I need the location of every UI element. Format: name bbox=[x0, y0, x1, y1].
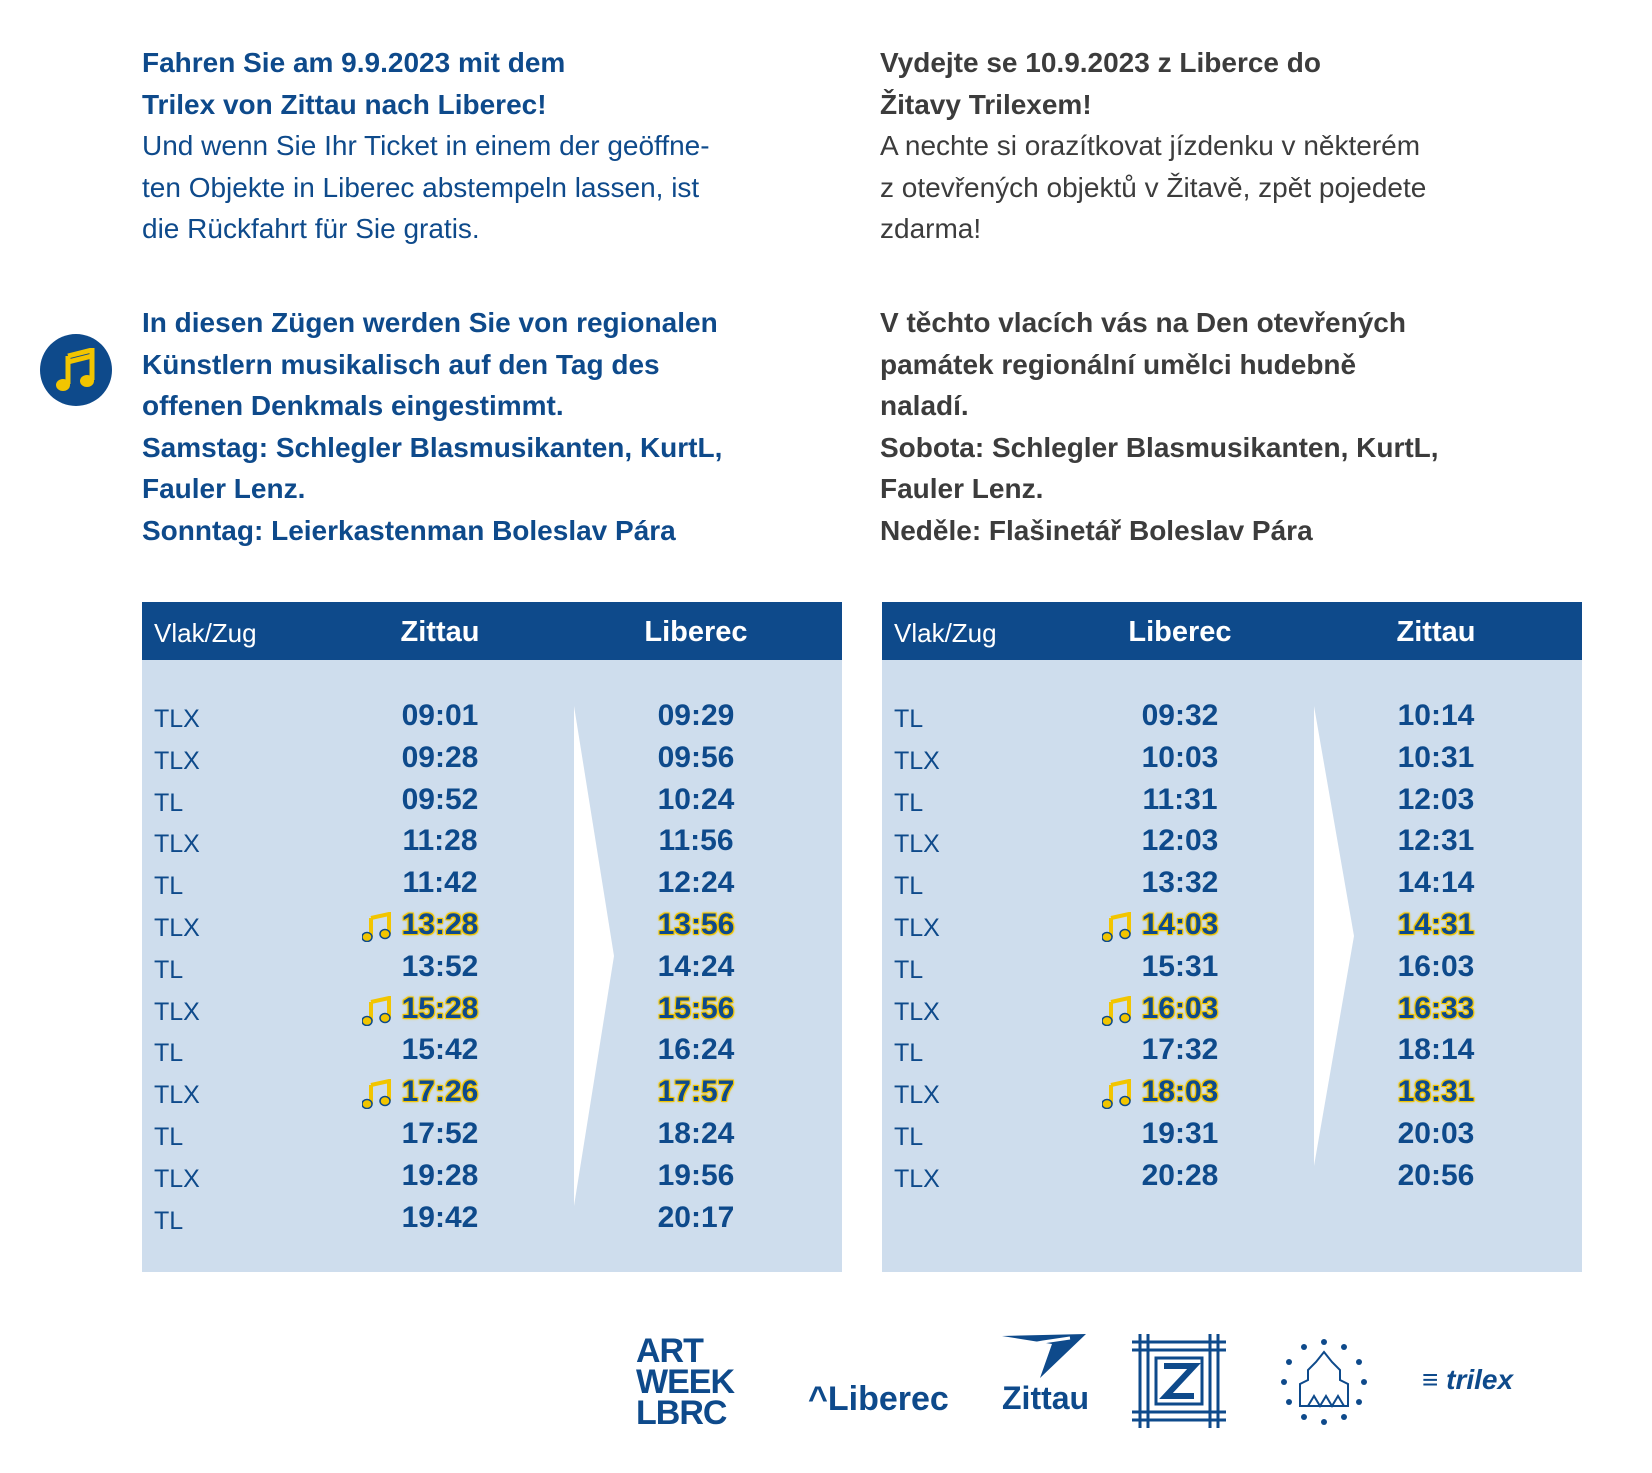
train-type: TLX bbox=[894, 997, 940, 1026]
cz-music bbox=[880, 302, 1560, 551]
de-music-line2: Künstlern musikalisch auf den Tag des bbox=[142, 348, 660, 380]
liberec-logo: ^Liberec bbox=[808, 1380, 949, 1418]
departure-time: 19:42 bbox=[401, 1200, 479, 1234]
timetable-header bbox=[142, 602, 842, 660]
artweek-line3: LBRC bbox=[636, 1394, 727, 1432]
arrival-time: 20:17 bbox=[657, 1200, 735, 1234]
departure-time: 18:03 bbox=[1141, 1075, 1219, 1109]
header-to: Zittau bbox=[1396, 616, 1476, 648]
train-type: TL bbox=[154, 1206, 184, 1235]
heritage-stars-icon bbox=[1278, 1336, 1370, 1428]
table-row bbox=[142, 822, 842, 864]
arrival-time: 14:24 bbox=[657, 949, 735, 983]
arrival-time: 20:56 bbox=[1397, 1158, 1475, 1192]
timetable-liberec-zittau bbox=[882, 602, 1582, 1272]
table-row bbox=[142, 948, 842, 990]
table-row bbox=[882, 990, 1582, 1032]
trilex-logo: ≡ trilex bbox=[1422, 1364, 1514, 1395]
departure-time: 13:52 bbox=[401, 949, 479, 983]
departure-time: 12:03 bbox=[1141, 824, 1219, 858]
header-to: Liberec bbox=[644, 616, 748, 648]
artweek-line2: WEEK bbox=[636, 1363, 734, 1401]
table-row bbox=[882, 948, 1582, 990]
de-intro-line1: Fahren Sie am 9.9.2023 mit dem bbox=[142, 47, 566, 78]
cz-music-line1: V těchto vlacích vás na Den otevřených bbox=[880, 307, 1406, 338]
departure-time: 11:28 bbox=[402, 824, 478, 858]
table-row bbox=[882, 864, 1582, 906]
cz-intro bbox=[880, 42, 1560, 250]
table-row bbox=[882, 697, 1582, 739]
table-row bbox=[142, 1199, 842, 1241]
table-row bbox=[142, 1157, 842, 1199]
de-music bbox=[142, 302, 822, 551]
table-row bbox=[142, 739, 842, 781]
arrival-time: 11:56 bbox=[658, 824, 734, 858]
header-train: Vlak/Zug bbox=[894, 618, 997, 648]
de-intro bbox=[142, 42, 822, 250]
arrival-time: 10:14 bbox=[1397, 699, 1475, 732]
departure-time: 16:03 bbox=[1141, 991, 1219, 1025]
zittau-logo bbox=[1000, 1330, 1090, 1416]
train-type: TL bbox=[894, 872, 924, 901]
arrival-time: 18:31 bbox=[1397, 1075, 1475, 1109]
music-note-icon bbox=[56, 348, 96, 392]
departure-time: 13:28 bbox=[401, 907, 479, 941]
departure-time: 09:32 bbox=[1141, 699, 1219, 732]
arrival-time: 13:56 bbox=[657, 907, 735, 941]
header-from: Liberec bbox=[1128, 616, 1232, 648]
table-row bbox=[882, 1115, 1582, 1157]
partner-logos bbox=[0, 1330, 1652, 1440]
train-type: TLX bbox=[894, 830, 940, 859]
arrival-time: 10:24 bbox=[657, 782, 735, 816]
music-badge bbox=[40, 334, 112, 406]
cz-music-line2: památek regionální umělci hudebně bbox=[880, 348, 1357, 380]
table-row bbox=[142, 1115, 842, 1157]
cz-music-line4: Sobota: Schlegler Blasmusikanten, KurtL, bbox=[880, 431, 1439, 463]
table-row bbox=[142, 990, 842, 1032]
timetable-rows bbox=[882, 697, 1582, 1199]
departure-time: 10:03 bbox=[1141, 740, 1219, 774]
train-type: TL bbox=[154, 955, 184, 984]
arrival-time: 12:24 bbox=[657, 866, 735, 900]
table-row bbox=[142, 781, 842, 823]
arrival-time: 20:03 bbox=[1397, 1116, 1475, 1150]
z-grid-logo bbox=[1132, 1334, 1226, 1433]
de-intro-line3: Und wenn Sie Ihr Ticket in einem der geöffne- bbox=[142, 130, 710, 161]
table-row bbox=[142, 1031, 842, 1073]
train-type: TL bbox=[894, 1122, 924, 1151]
arrival-time: 09:56 bbox=[657, 740, 735, 774]
artweek-line1: ART bbox=[636, 1332, 703, 1370]
cz-music-line5: Fauler Lenz. bbox=[880, 473, 1044, 504]
zittau-logo-text: Zittau bbox=[1002, 1380, 1090, 1416]
de-music-line6: Sonntag: Leierkastenman Boleslav Pára bbox=[142, 514, 676, 546]
arrival-time: 15:56 bbox=[657, 991, 735, 1025]
de-music-line3: offenen Denkmals eingestimmt. bbox=[142, 390, 564, 421]
de-music-line1: In diesen Zügen werden Sie von regionalen bbox=[142, 307, 718, 338]
arrival-time: 18:24 bbox=[657, 1116, 735, 1150]
train-type: TL bbox=[154, 1122, 184, 1151]
departure-time: 09:01 bbox=[401, 699, 479, 732]
table-row bbox=[142, 697, 842, 739]
zittau-swoosh-icon bbox=[1000, 1330, 1090, 1380]
arrival-time: 19:56 bbox=[657, 1158, 735, 1192]
departure-time: 15:42 bbox=[401, 1033, 479, 1067]
train-type: TLX bbox=[154, 913, 200, 942]
table-row bbox=[142, 906, 842, 948]
departure-time: 19:31 bbox=[1141, 1116, 1219, 1150]
de-intro-line2: Trilex von Zittau nach Liberec! bbox=[142, 88, 547, 120]
departure-time: 15:31 bbox=[1141, 949, 1219, 983]
arrival-time: 18:14 bbox=[1397, 1033, 1475, 1067]
de-intro-line5: die Rückfahrt für Sie gratis. bbox=[142, 213, 480, 244]
table-row bbox=[142, 864, 842, 906]
train-type: TL bbox=[894, 788, 924, 817]
arrival-time: 14:14 bbox=[1397, 866, 1475, 900]
train-type: TLX bbox=[894, 913, 940, 942]
cz-intro-line3: A nechte si orazítkovat jízdenku v některém bbox=[880, 130, 1421, 161]
train-type: TLX bbox=[154, 705, 200, 733]
de-music-line4: Samstag: Schlegler Blasmusikanten, KurtL, bbox=[142, 431, 723, 463]
train-type: TLX bbox=[154, 830, 200, 859]
train-type: TL bbox=[894, 705, 924, 733]
table-row bbox=[142, 1073, 842, 1115]
table-row bbox=[882, 1031, 1582, 1073]
arrival-time: 14:31 bbox=[1397, 907, 1475, 941]
departure-time: 14:03 bbox=[1141, 907, 1219, 941]
arrival-time: 12:31 bbox=[1397, 824, 1475, 858]
departure-time: 09:52 bbox=[401, 782, 479, 816]
arrival-time: 16:33 bbox=[1397, 991, 1475, 1025]
train-type: TL bbox=[894, 1039, 924, 1068]
z-grid-icon bbox=[1132, 1334, 1226, 1428]
cz-intro-line1: Vydejte se 10.9.2023 z Liberce do bbox=[880, 47, 1321, 78]
eu-stars-logo bbox=[1278, 1336, 1370, 1433]
cz-intro-line2: Žitavy Trilexem! bbox=[880, 88, 1092, 120]
departure-time: 13:32 bbox=[1141, 866, 1219, 900]
departure-time: 19:28 bbox=[401, 1158, 479, 1192]
header-from: Zittau bbox=[400, 616, 480, 648]
train-type: TLX bbox=[894, 1081, 940, 1110]
arrival-time: 16:03 bbox=[1397, 949, 1475, 983]
table-row bbox=[882, 906, 1582, 948]
arrival-time: 17:57 bbox=[657, 1075, 735, 1109]
timetable-header bbox=[882, 602, 1582, 660]
arrival-time: 16:24 bbox=[657, 1033, 735, 1067]
timetable-rows bbox=[142, 697, 842, 1240]
cz-intro-line4: z otevřených objektů v Žitavě, zpět pojedete bbox=[880, 171, 1427, 203]
artweek-logo bbox=[636, 1332, 734, 1432]
de-intro-line4: ten Objekte in Liberec abstempeln lassen, ist bbox=[142, 171, 700, 203]
departure-time: 11:31 bbox=[1142, 782, 1218, 816]
train-type: TLX bbox=[154, 746, 200, 775]
departure-time: 15:28 bbox=[401, 991, 479, 1025]
train-type: TL bbox=[894, 955, 924, 984]
arrival-time: 12:03 bbox=[1397, 782, 1475, 816]
departure-time: 09:28 bbox=[401, 740, 479, 774]
train-type: TLX bbox=[154, 997, 200, 1026]
train-type: TL bbox=[154, 872, 184, 901]
train-type: TLX bbox=[894, 746, 940, 775]
table-row bbox=[882, 1073, 1582, 1115]
departure-time: 17:26 bbox=[401, 1075, 479, 1109]
table-row bbox=[882, 822, 1582, 864]
arrival-time: 10:31 bbox=[1397, 740, 1475, 774]
train-type: TL bbox=[154, 1039, 184, 1068]
cz-music-line6: Neděle: Flašinetář Boleslav Pára bbox=[880, 514, 1313, 546]
departure-time: 17:52 bbox=[401, 1116, 479, 1150]
train-type: TLX bbox=[154, 1164, 200, 1193]
train-type: TLX bbox=[154, 1081, 200, 1110]
arrival-time: 09:29 bbox=[657, 699, 735, 732]
de-music-line5: Fauler Lenz. bbox=[142, 473, 306, 504]
departure-time: 11:42 bbox=[402, 866, 478, 900]
train-type: TL bbox=[154, 788, 184, 817]
table-row bbox=[882, 739, 1582, 781]
cz-intro-line5: zdarma! bbox=[880, 213, 982, 244]
header-train: Vlak/Zug bbox=[154, 618, 257, 648]
table-row bbox=[882, 781, 1582, 823]
train-type: TLX bbox=[894, 1164, 940, 1193]
table-row bbox=[882, 1157, 1582, 1199]
cz-music-line3: naladí. bbox=[880, 390, 969, 421]
timetable-zittau-liberec bbox=[142, 602, 842, 1272]
departure-time: 20:28 bbox=[1141, 1158, 1219, 1192]
departure-time: 17:32 bbox=[1141, 1033, 1219, 1067]
